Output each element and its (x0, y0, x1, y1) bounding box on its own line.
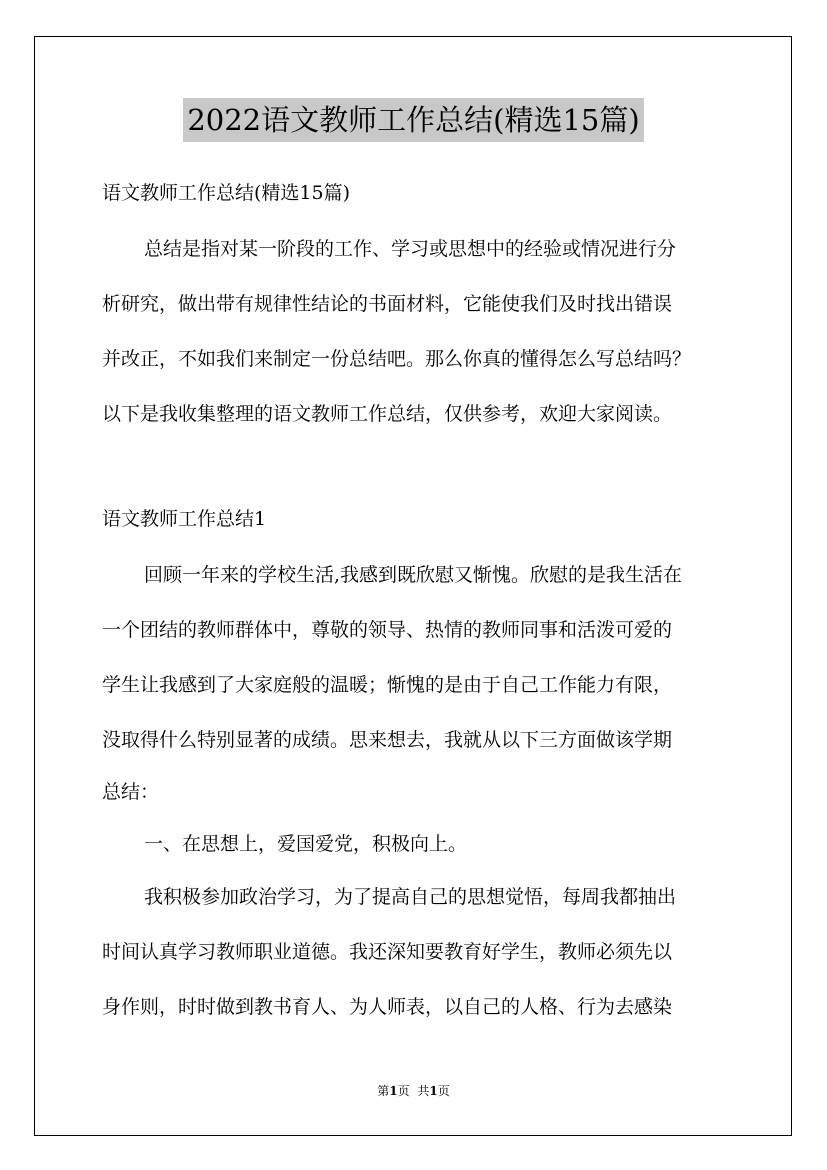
document-title: 2022语文教师工作总结(精选15篇) (183, 98, 643, 142)
section-line-1: 回顾一年来的学校生活,我感到既欣慰又惭愧。欣慰的是我生活在 (144, 564, 683, 586)
section-line-2: 一个团结的教师群体中，尊敬的领导、热情的教师同事和活泼可爱的 (102, 619, 673, 641)
page-suffix: 页 (397, 1084, 410, 1098)
page-footer (0, 1082, 827, 1099)
subtitle: 语文教师工作总结(精选15篇) (102, 182, 351, 204)
section-line-4: 没取得什么特别显著的成绩。思来想去，我就从以下三方面做该学期 (102, 729, 673, 751)
section-line-3: 学生让我感到了大家庭般的温暖；惭愧的是由于自己工作能力有限， (102, 674, 673, 696)
intro-line-4: 以下是我收集整理的语文教师工作总结，仅供参考，欢迎大家阅读。 (102, 403, 673, 425)
intro-line-1: 总结是指对某一阶段的工作、学习或思想中的经验或情况进行分 (144, 238, 677, 260)
total-pages: 1 (429, 1084, 438, 1098)
page-prefix: 第 (377, 1084, 390, 1098)
section-heading: 语文教师工作总结1 (102, 508, 267, 530)
point-line-3: 身作则，时时做到教书育人、为人师表，以自己的人格、行为去感染 (102, 996, 673, 1018)
page-number: 1 (389, 1084, 398, 1098)
point-line-2: 时间认真学习教师职业道德。我还深知要教育好学生，教师必须先以 (102, 941, 673, 963)
point-heading: 一、在思想上，爱国爱党，积极向上。 (144, 833, 468, 855)
title-container (0, 98, 827, 142)
intro-line-3: 并改正，不如我们来制定一份总结吧。那么你真的懂得怎么写总结吗？ (102, 348, 692, 370)
intro-line-2: 析研究，做出带有规律性结论的书面材料，它能使我们及时找出错误 (102, 293, 673, 315)
total-suffix: 页 (437, 1084, 450, 1098)
section-line-5: 总结： (102, 781, 160, 803)
total-prefix: 共 (417, 1084, 430, 1098)
point-line-1: 我积极参加政治学习，为了提高自己的思想觉悟，每周我都抽出 (144, 886, 677, 908)
